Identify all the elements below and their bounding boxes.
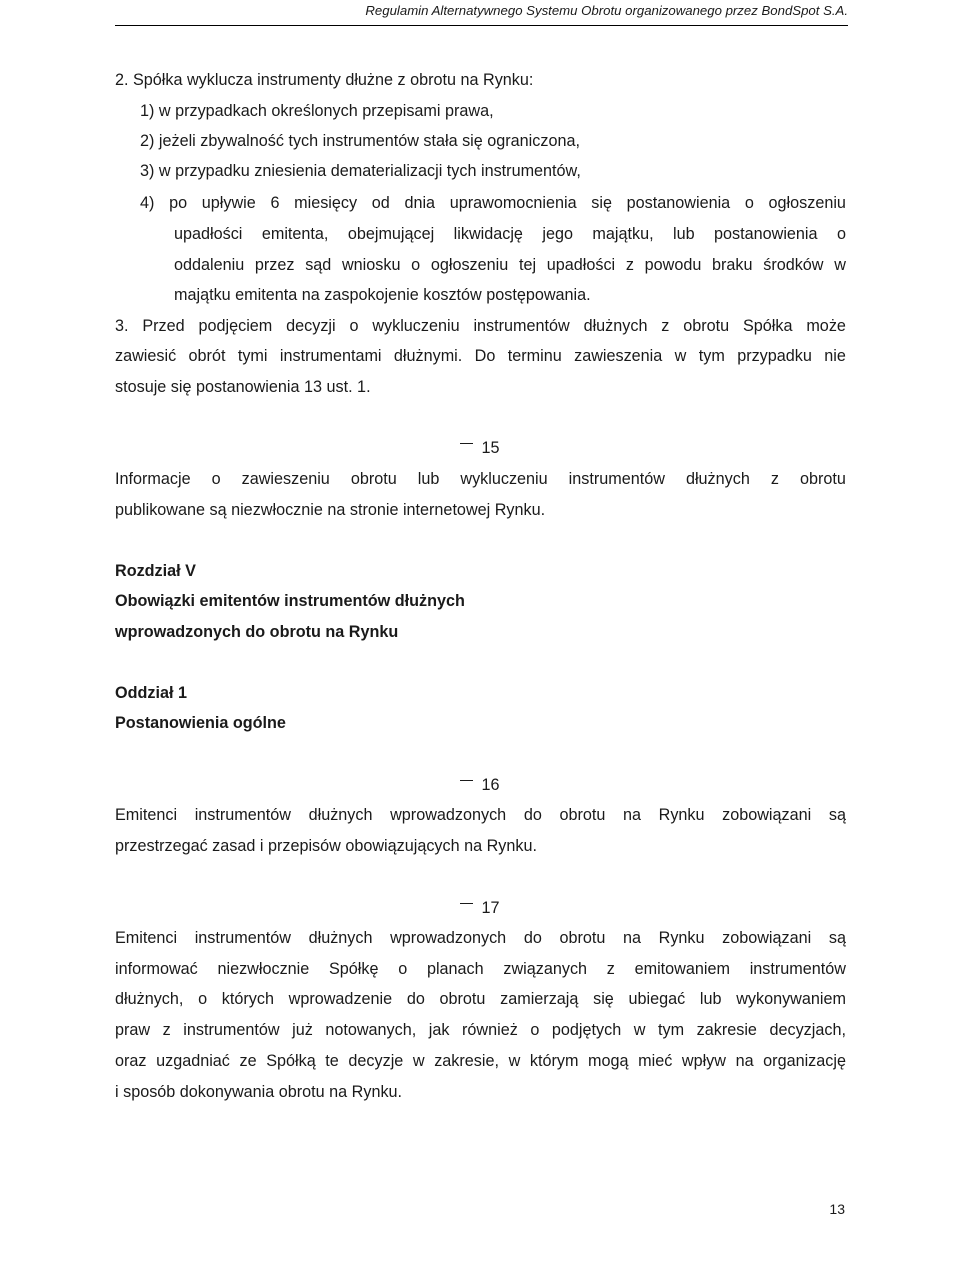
section-mark-icon: [460, 441, 473, 444]
section-15-line-2: publikowane są niezwłocznie na stronie internetowej Rynku.: [115, 501, 546, 519]
point-2-item-4-line-3: oddaleniu przez sąd wniosku o ogłoszeniu tej upadłości z powodu braku środków w: [174, 256, 846, 274]
page-number: 13: [829, 1201, 845, 1217]
point-2-item-1: 1) w przypadkach określonych przepisami prawa,: [140, 102, 494, 120]
section-17-line-2: informować niezwłocznie Spółkę o planach związanych z emitowaniem instrumentów: [115, 960, 846, 978]
section-16-line-1: Emitenci instrumentów dłużnych wprowadzonych do obrotu na Rynku zobowiązani są: [115, 806, 846, 824]
chapter-title-line-1: Obowiązki emitentów instrumentów dłużnych: [115, 592, 465, 610]
section-17-line-5: oraz uzgadniać ze Spółką te decyzje w zakresie, w którym mogą mieć wpływ na organizację: [115, 1052, 846, 1070]
point-3-line-2: zawiesić obrót tymi instrumentami dłużnymi. Do terminu zawieszenia w tym przypadku nie: [115, 347, 846, 365]
point-2-item-3: 3) w przypadku zniesienia dematerializacji tych instrumentów,: [140, 162, 581, 180]
point-2-item-4-line-2: upadłości emitenta, obejmującej likwidację jego majątku, lub postanowienia o: [174, 225, 846, 243]
section-16-line-2: przestrzegać zasad i przepisów obowiązujących na Rynku.: [115, 837, 537, 855]
section-15-heading: [0, 438, 960, 458]
section-17-heading: [0, 898, 960, 918]
section-17-line-1: Emitenci instrumentów dłużnych wprowadzonych do obrotu na Rynku zobowiązani są: [115, 929, 846, 947]
document-title: Regulamin Alternatywnego Systemu Obrotu organizowanego przez BondSpot S.A.: [365, 3, 848, 18]
section-15-number: 15: [481, 439, 500, 457]
section-17-line-6: i sposób dokonywania obrotu na Rynku.: [115, 1083, 403, 1101]
point-2-item-4-line-4: majątku emitenta na zaspokojenie kosztów postępowania.: [174, 286, 591, 304]
point-3-line-1: 3. Przed podjęciem decyzji o wykluczeniu instrumentów dłużnych z obrotu Spółka może: [115, 317, 846, 335]
chapter-title-line-2: wprowadzonych do obrotu na Rynku: [115, 623, 399, 641]
section-mark-icon: [460, 901, 473, 904]
point-3-line-3: stosuje się postanowienia 13 ust. 1.: [115, 378, 371, 396]
section-15-line-1: Informacje o zawieszeniu obrotu lub wykluczeniu instrumentów dłużnych z obrotu: [115, 470, 846, 488]
point-2-intro: 2. Spółka wyklucza instrumenty dłużne z obrotu na Rynku:: [115, 71, 534, 89]
division-label: Oddział 1: [115, 684, 187, 702]
division-title: Postanowienia ogólne: [115, 714, 286, 732]
section-17-number: 17: [481, 899, 500, 917]
chapter-label: Rozdział V: [115, 562, 196, 580]
section-16-number: 16: [481, 776, 500, 794]
page-header: [115, 0, 848, 26]
section-17-line-3: dłużnych, o których wprowadzenie do obrotu zamierzają się ubiegać lub wykonywaniem: [115, 990, 846, 1008]
point-2-item-2: 2) jeżeli zbywalność tych instrumentów stała się ograniczona,: [140, 132, 580, 150]
section-16-heading: [0, 775, 960, 795]
point-2-item-4-line-1: 4) po upływie 6 miesięcy od dnia uprawomocnienia się postanowienia o ogłoszeniu: [140, 194, 846, 212]
section-17-line-4: praw z instrumentów już notowanych, jak również o podjętych w tym zakresie decyzjach,: [115, 1021, 846, 1039]
section-mark-icon: [460, 778, 473, 781]
